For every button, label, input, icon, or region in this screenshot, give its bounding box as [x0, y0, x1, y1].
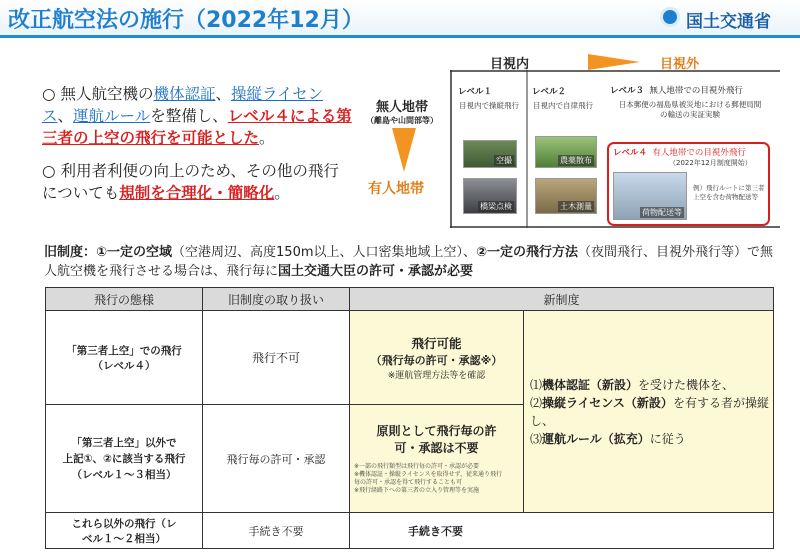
level-4-name: レベル４ — [613, 148, 648, 158]
level-2-card — [532, 85, 594, 111]
old-system-label: 旧制度： — [44, 245, 97, 260]
r2-note: ※機体認証・操縦ライセンスを取得せず、従来通り飛行 — [354, 470, 503, 478]
text: （空港周辺、高度150m以上、人口密集地域上空）、 — [172, 245, 477, 260]
zone-uninhabited-note: （離島や山間部等） — [366, 116, 438, 125]
r2-note: ※飛行経路下への第三者の立入り管理等を実施 — [354, 486, 480, 494]
cond-text: に従う — [649, 431, 686, 446]
r2-note: 毎の許可・承認を得て飛行することも可 — [354, 478, 463, 486]
within-sight-label: 目視内 — [490, 57, 530, 72]
old-system-text — [44, 243, 774, 281]
r2-note: ※一部の飛行類型は飛行毎の許可・承認が必要 — [354, 462, 480, 470]
r2-new — [350, 405, 524, 513]
photo-bridge-label: 橋梁点検 — [480, 202, 512, 211]
permit-required: 国土交通大臣の許可・承認が必要 — [278, 264, 474, 279]
level-1-desc: 目視内で操縦飛行 — [459, 101, 519, 110]
text: 。 — [274, 184, 290, 202]
level-3-name: レベル３ — [610, 86, 645, 96]
photo-delivery-label: 荷物配送等 — [642, 208, 682, 217]
condition-2 — [530, 394, 773, 430]
beyond-sight-label: 目視外 — [660, 57, 700, 72]
zone-uninhabited-label: 無人地帯 — [375, 100, 428, 115]
photo-aerial-label: 空撮 — [496, 156, 512, 165]
cond-method: ②一定の飛行方法 — [476, 245, 579, 260]
r1-new-main: 飛行可能 — [411, 336, 462, 351]
r2-old: 飛行毎の許可・承認 — [203, 405, 350, 513]
cond-num: ⑴ — [530, 377, 543, 392]
zone-inhabited-label: 有人地帯 — [368, 181, 424, 197]
condition-3 — [530, 430, 773, 448]
level-1-name: レベル１ — [458, 87, 493, 97]
cond-bold: 運航ルール（拡充） — [542, 431, 650, 446]
zone-uninhabited — [362, 96, 442, 126]
ministry-logo — [660, 7, 792, 31]
bullet-mark: ○ — [42, 85, 56, 103]
header-new: 新制度 — [350, 288, 774, 311]
r2-mode-c: （レベル１～３相当） — [71, 468, 177, 481]
mlit-logo-icon — [660, 7, 680, 27]
highlight-simplify: 規制を合理化・簡略化 — [119, 184, 275, 202]
page-title: 改正航空法の施行（2022年12月） — [8, 8, 364, 33]
r1-new-note: ※運航管理方法等を確認 — [387, 371, 486, 381]
level-4-note: 例）飛行ルートに第三者上空を含む荷物配送等 — [693, 184, 765, 201]
highlight-level4: レベル４による第三者の上空の飛行を可能とした — [42, 107, 352, 147]
cond-airspace: ①一定の空域 — [96, 245, 173, 260]
text: 。 — [259, 129, 275, 147]
r1-new — [350, 311, 524, 405]
cond-text: を有する者が操縦し、 — [530, 395, 769, 428]
text: 、 — [215, 85, 232, 103]
r1-new-sub: （飛行毎の許可・承認※） — [370, 354, 503, 367]
r3-new: 手続き不要 — [350, 513, 774, 549]
table-header-row — [46, 288, 774, 311]
level-3-title: 無人地帯での目視外飛行 — [649, 86, 743, 96]
regulation-table — [45, 287, 774, 549]
cond-text: を受けた機体を、 — [638, 377, 735, 392]
text: 、 — [57, 107, 74, 125]
logo-text: 国土交通省 — [686, 12, 771, 32]
r2-notes — [354, 463, 519, 495]
photo-spraying — [535, 136, 597, 168]
header-old: 旧制度の取り扱い — [203, 288, 350, 311]
level-4-card — [607, 142, 770, 226]
r3-old: 手続き不要 — [203, 513, 350, 549]
cond-bold: 機体認証（新設） — [542, 377, 639, 392]
level-2-name: レベル２ — [532, 87, 567, 97]
photo-spraying-label: 農薬散布 — [560, 156, 592, 165]
arrow-right-icon — [588, 54, 640, 70]
bullet-mark: ○ — [42, 162, 56, 180]
arrow-down-icon — [392, 128, 416, 172]
photo-bridge — [463, 178, 517, 214]
text: （夜間飛行、目視外飛行等）で無人航空機を飛行させる場合は、飛行毎に — [44, 245, 774, 279]
header-mode: 飛行の態様 — [46, 288, 203, 311]
level-4-start: （2022年12月制度開始） — [669, 159, 752, 167]
level-2-desc: 目視内で自律飛行 — [533, 101, 593, 110]
cond-num: ⑵ — [530, 395, 543, 410]
bullet-2 — [42, 160, 352, 204]
link-rules: 運航ルール — [73, 107, 151, 125]
r3-mode: これら以外の飛行（レベル１～２相当） — [46, 513, 203, 549]
condition-1 — [530, 376, 773, 394]
photo-aerial — [463, 140, 517, 168]
table-row-level4 — [46, 311, 774, 405]
table-row-other — [46, 513, 774, 549]
text: 無人航空機の — [60, 85, 154, 103]
r1-mode: 「第三者上空」での飛行（レベル４） — [46, 311, 203, 405]
text: を整備し、 — [150, 107, 228, 125]
bullet-1 — [42, 83, 352, 149]
link-license: 操縦ライセンス — [42, 85, 324, 125]
level-3-desc: 日本郵便の福島県被災地における郵便局間の輸送の実証実験 — [618, 100, 762, 119]
photo-survey — [535, 178, 597, 214]
level-1-card — [458, 85, 520, 111]
r2-mode-a: 「第三者上空」以外で — [71, 436, 177, 449]
r2-mode — [46, 405, 203, 513]
level-3-card — [610, 84, 770, 120]
cond-num: ⑶ — [530, 431, 543, 446]
text: 利用者利便の向上のため、その他の飛行についても — [42, 162, 339, 202]
level-4-title: 有人地帯での目視外飛行 — [652, 148, 746, 158]
conditions-cell — [524, 311, 774, 513]
link-airframe-cert: 機体認証 — [153, 85, 216, 103]
r2-mode-b: 上記①、②に該当する飛行 — [62, 452, 186, 465]
r1-old: 飛行不可 — [203, 311, 350, 405]
photo-delivery — [613, 172, 687, 220]
photo-survey-label: 土木測量 — [560, 202, 592, 211]
r2-new-main: 原則として飛行毎の許可・承認は不要 — [376, 423, 497, 455]
cond-bold: 操縦ライセンス（新設） — [542, 395, 673, 410]
